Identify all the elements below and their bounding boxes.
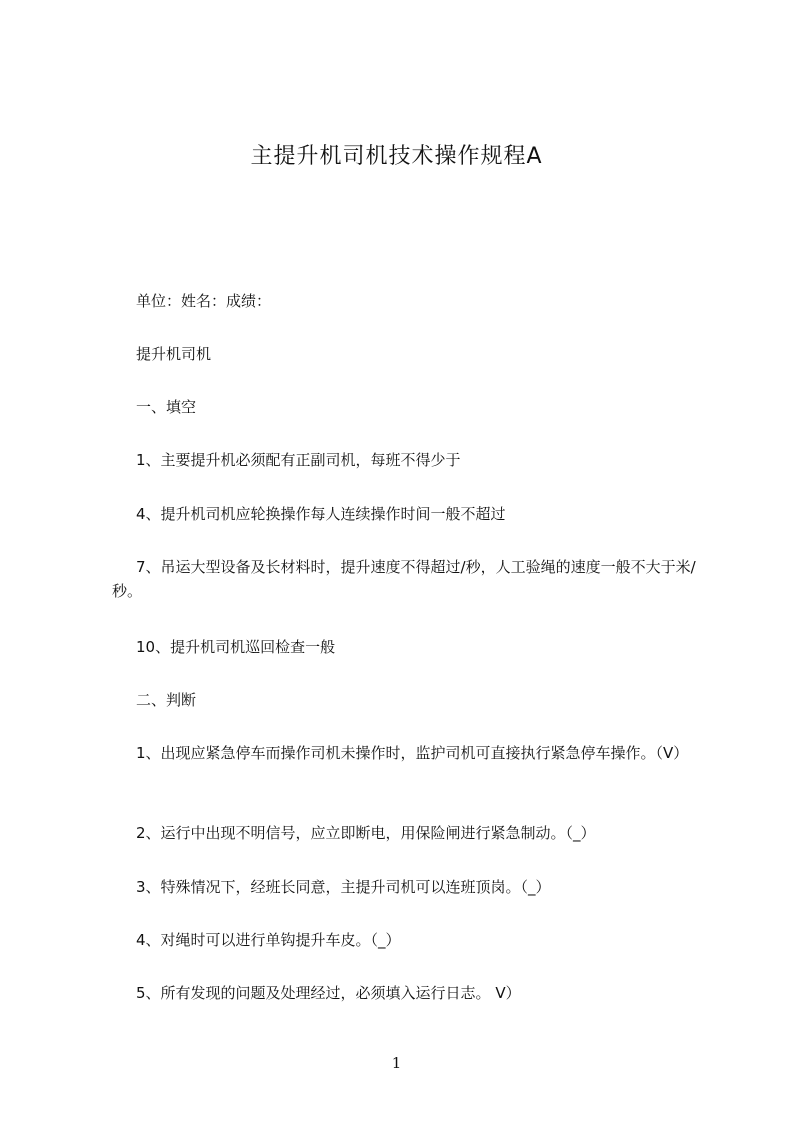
question-4: 4、提升机司机应轮换操作每人连续操作时间一般不超过 bbox=[136, 505, 506, 523]
judgment-4: 4、对绳时可以进行单钩提升车皮。（_） bbox=[136, 931, 401, 949]
judgment-5: 5、所有发现的问题及处理经过，必须填入运行日志。 V） bbox=[136, 984, 521, 1002]
question-7: 7、吊运大型设备及长材料时，提升速度不得超过/秒，人工验绳的速度一般不大于米/秒。 bbox=[112, 558, 696, 600]
document-title: 主提升机司机技术操作规程A bbox=[250, 144, 543, 169]
info-line: 单位：姓名：成绩： bbox=[136, 292, 272, 310]
judgment-1: 1、出现应紧急停车而操作司机未操作时，监护司机可直接执行紧急停车操作。（V） bbox=[136, 744, 689, 762]
section-heading-judgment: 二、判断 bbox=[136, 691, 197, 709]
section-heading-fill-blank: 一、填空 bbox=[136, 398, 197, 416]
question-10: 10、提升机司机巡回检查一般 bbox=[136, 638, 336, 656]
judgment-2: 2、运行中出现不明信号，应立即断电，用保险闸进行紧急制动。（_） bbox=[136, 824, 596, 842]
question-1: 1、主要提升机必须配有正副司机，每班不得少于 bbox=[136, 451, 461, 469]
page-number: 1 bbox=[391, 1054, 402, 1072]
judgment-3: 3、特殊情况下，经班长同意，主提升司机可以连班顶岗。（_） bbox=[136, 878, 551, 896]
role-line: 提升机司机 bbox=[136, 345, 212, 363]
